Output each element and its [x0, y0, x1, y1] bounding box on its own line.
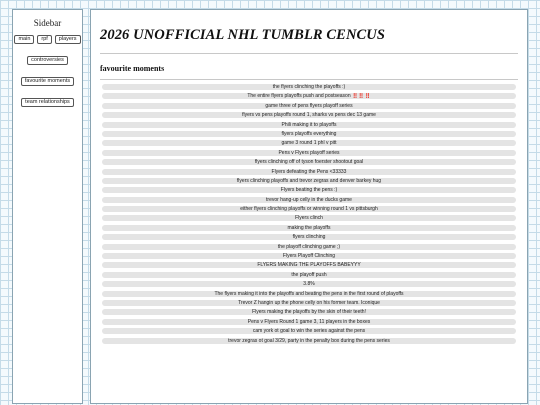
sidebar-nav-row — [13, 35, 82, 44]
title-divider — [100, 53, 518, 54]
section-divider — [100, 79, 518, 80]
response-row: either flyers clinching playoffs or winning round 1 vs pittsburgh — [102, 206, 516, 212]
response-row: Trevor Z hangin up the phone celly on his former team. Iconique — [102, 300, 516, 306]
response-row: Flyers defeating the Pens <33333 — [102, 169, 516, 175]
response-row: The entire flyers playoffs push and postseason ‼️‼️‼️ — [102, 93, 516, 99]
nav-players-button[interactable]: players — [55, 35, 81, 44]
response-row: Pens v Flyers playoff series — [102, 150, 516, 156]
response-row: Flyers beating the pens :) — [102, 187, 516, 193]
response-row: flyers clinching — [102, 234, 516, 240]
response-row: Flyers clinch — [102, 215, 516, 221]
response-row: flyers vs pens playoffs round 1, sharks vs pens dec 13 game — [102, 112, 516, 118]
response-row: Flyers Playoff Clinching — [102, 253, 516, 259]
response-row: flyers clinching playoffs and trevor zegras and denver barkey hug — [102, 178, 516, 184]
response-row: the playoff push — [102, 272, 516, 278]
response-row: cam york ot goal to win the series against the pens — [102, 328, 516, 334]
nav-favourite-moments-button[interactable]: favourite moments — [21, 77, 74, 86]
response-row: 3.8% — [102, 281, 516, 287]
nav-rpf-button[interactable]: rpf — [37, 35, 51, 44]
response-row: flyers playoffs everything — [102, 131, 516, 137]
sidebar — [12, 9, 83, 404]
response-row: game three of pens flyers playoff series — [102, 103, 516, 109]
response-list[interactable] — [102, 84, 516, 344]
main-content — [90, 9, 528, 404]
sidebar-title: Sidebar — [33, 18, 62, 28]
nav-main-button[interactable]: main — [14, 35, 34, 44]
response-row: Flyers making the playoffs by the skin of their teeth! — [102, 309, 516, 315]
response-row: trevor hang-up celly in the ducks game — [102, 197, 516, 203]
response-row: Pens v Flyers Round 1 game 3, 11 players in the boxes — [102, 319, 516, 325]
response-row: Phili making it to playoffs — [102, 122, 516, 128]
response-row: game 3 round 1 phl v pitt — [102, 140, 516, 146]
response-row: FLYERS MAKING THE PLAYOFFS BABEYYY — [102, 262, 516, 268]
response-row: The flyers making it into the playoffs and beating the pens in the first round of playoffs — [102, 291, 516, 297]
response-row: the playoff clinching game ;) — [102, 244, 516, 250]
section-heading: favourite moments — [100, 64, 165, 73]
response-row: trevor zegras ot goal 3/29, party in the penalty box during the pens series — [102, 338, 516, 344]
nav-controversies-button[interactable]: controversies — [27, 56, 68, 65]
response-row: making the playoffs — [102, 225, 516, 231]
response-row: the flyers clinching the playoffs :) — [102, 84, 516, 90]
page-title: 2026 UNOFFICIAL NHL TUMBLR CENCUS — [100, 27, 386, 43]
nav-team-relationships-button[interactable]: team relationships — [21, 98, 74, 107]
response-row: flyers clinching off of tyson foerster shootout goal — [102, 159, 516, 165]
